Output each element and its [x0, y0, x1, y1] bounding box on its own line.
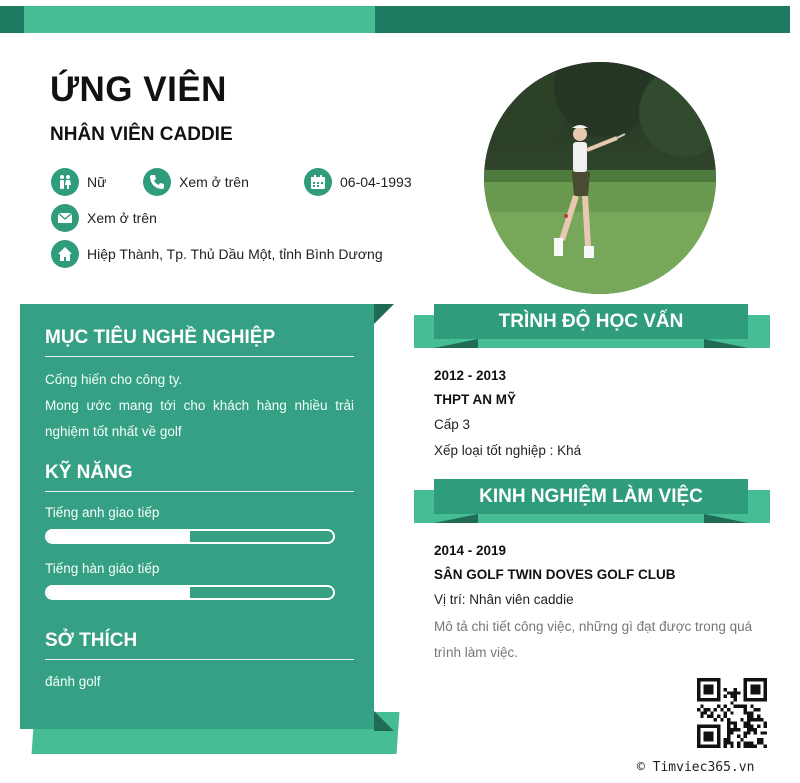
footer-credit: © Timviec365.vn	[637, 760, 755, 775]
experience-company: SÂN GOLF TWIN DOVES GOLF CLUB	[434, 567, 676, 582]
qr-code	[697, 678, 767, 748]
hobbies-divider	[45, 659, 354, 660]
email-text: Xem ở trên	[87, 210, 157, 226]
education-level: Cấp 3	[434, 417, 471, 432]
objective-heading: MỤC TIÊU NGHỀ NGHIỆP	[45, 327, 276, 348]
skill-bar	[45, 585, 335, 600]
objective-text	[45, 367, 354, 445]
birthdate-info	[304, 168, 412, 196]
candidate-position: NHÂN VIÊN CADDIE	[50, 124, 233, 145]
left-panel-fold-top	[374, 304, 394, 324]
candidate-photo	[484, 62, 716, 294]
experience-description: Mô tả chi tiết công việc, những gì đạt được trong quá trình làm việc.	[434, 619, 753, 660]
skill-name: Tiếng anh giao tiếp	[45, 505, 160, 520]
address-info	[51, 240, 383, 268]
left-panel-fold-bottom	[374, 711, 394, 731]
birthdate-text: 06-04-1993	[340, 174, 412, 190]
banner-fold-right	[704, 339, 748, 348]
email-icon	[51, 204, 79, 232]
home-icon	[51, 240, 79, 268]
skill-bar	[45, 529, 335, 544]
education-heading: TRÌNH ĐỘ HỌC VẤN	[434, 304, 748, 339]
objective-line: Cống hiến cho công ty.	[45, 372, 183, 387]
address-text: Hiệp Thành, Tp. Thủ Dầu Một, tỉnh Bình Dương	[87, 246, 383, 262]
left-panel	[20, 304, 374, 729]
experience-period: 2014 - 2019	[434, 543, 507, 558]
gender-text: Nữ	[87, 174, 107, 190]
phone-text: Xem ở trên	[179, 174, 249, 190]
candidate-name: ỨNG VIÊN	[50, 70, 227, 109]
calendar-icon	[304, 168, 332, 196]
experience-banner	[414, 479, 770, 525]
gender-icon	[51, 168, 79, 196]
banner-fold-right	[704, 514, 748, 523]
hobbies-text: đánh golf	[45, 674, 101, 689]
phone-icon	[143, 168, 171, 196]
education-period: 2012 - 2013	[434, 368, 507, 383]
banner-fold-left	[434, 514, 478, 523]
education-banner	[414, 304, 770, 350]
phone-info	[143, 168, 249, 196]
top-bar-accent	[24, 6, 375, 33]
skill-name: Tiếng hàn giáo tiếp	[45, 561, 160, 576]
skills-divider	[45, 491, 354, 492]
education-school: THPT AN MỸ	[434, 392, 516, 407]
experience-role: Vị trí: Nhân viên caddie	[434, 592, 574, 607]
gender-info	[51, 168, 106, 196]
objective-divider	[45, 356, 354, 357]
education-grade: Xếp loại tốt nghiệp : Khá	[434, 443, 582, 458]
hobbies-heading: SỞ THÍCH	[45, 630, 138, 651]
skills-heading: KỸ NĂNG	[45, 462, 133, 483]
email-info	[51, 204, 157, 232]
banner-fold-left	[434, 339, 478, 348]
skill-bar-fill	[47, 587, 190, 598]
objective-line: Mong ước mang tới cho khách hàng nhiều trải nghiệm tốt nhất về golf	[45, 398, 354, 439]
skill-bar-fill	[47, 531, 190, 542]
experience-heading: KINH NGHIỆM LÀM VIỆC	[434, 479, 748, 514]
